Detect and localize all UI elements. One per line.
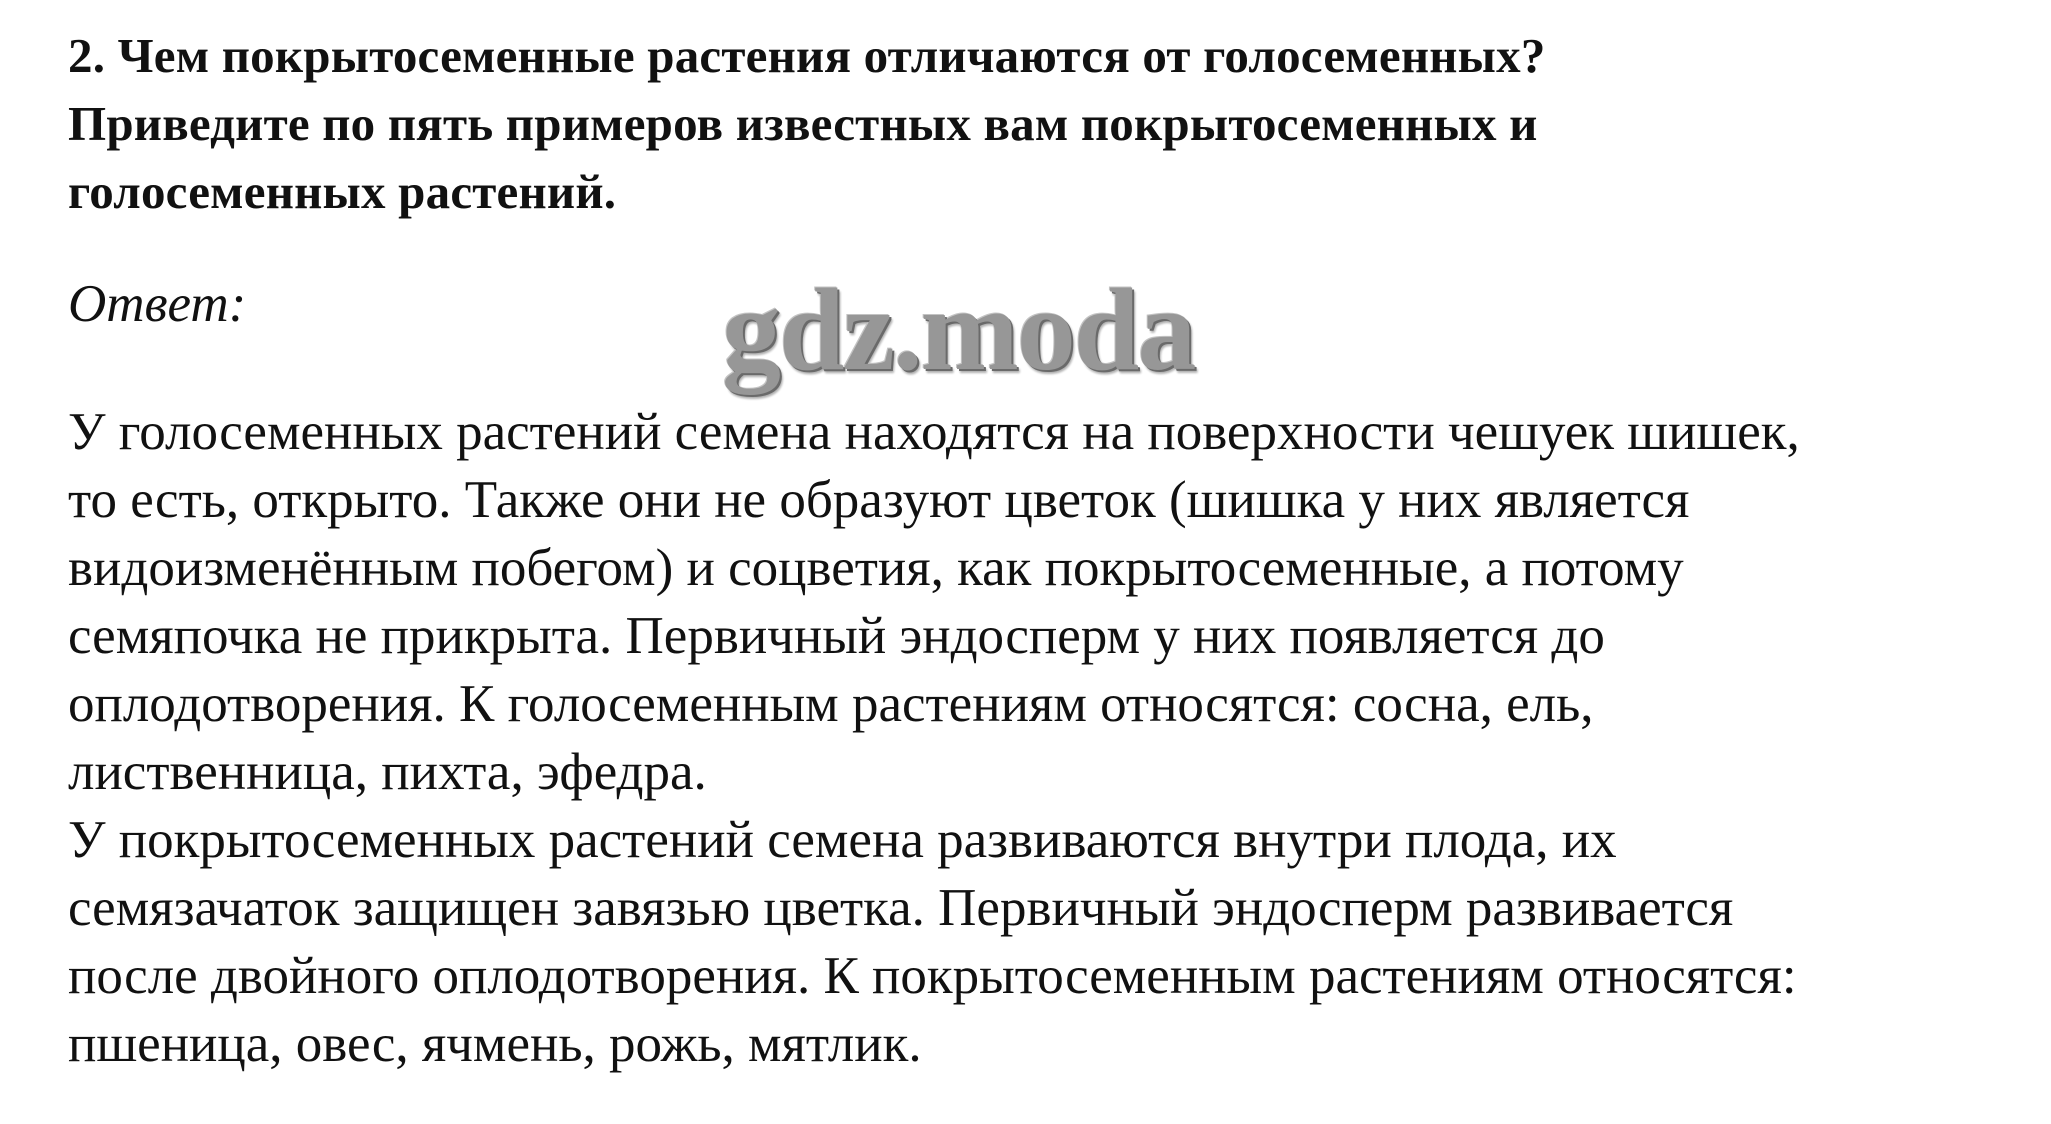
answer-line: оплодотворения. К голосеменным растениям относятся: сосна, ель, bbox=[68, 675, 1594, 733]
answer-line: семязачаток защищен завязью цветка. Первичный эндосперм развивается bbox=[68, 879, 1734, 937]
watermark-logo: gdz.moda bbox=[722, 264, 1195, 395]
answer-line: пшеница, овес, ячмень, рожь, мятлик. bbox=[68, 1015, 922, 1073]
answer-line: У покрытосеменных растений семена развиваются внутри плода, их bbox=[68, 811, 1617, 869]
answer-line: семяпочка не прикрыта. Первичный эндосперм у них появляется до bbox=[68, 607, 1605, 665]
answer-label: Ответ: bbox=[68, 275, 247, 333]
question-line: голосеменных растений. bbox=[68, 164, 617, 219]
answer-line: лиственница, пихта, эфедра. bbox=[68, 743, 707, 801]
answer-body bbox=[68, 398, 2028, 1078]
question-line: Приведите по пять примеров известных вам покрытосеменных и bbox=[68, 96, 1538, 151]
answer-line: видоизменённым побегом) и соцветия, как покрытосеменные, а потому bbox=[68, 539, 1684, 597]
question-line: 2. Чем покрытосеменные растения отличаются от голосеменных? bbox=[68, 28, 1546, 83]
answer-line: У голосеменных растений семена находятся на поверхности чешуек шишек, bbox=[68, 403, 1800, 461]
answer-line: то есть, открыто. Также они не образуют цветок (шишка у них является bbox=[68, 471, 1690, 529]
question-heading bbox=[68, 22, 2008, 226]
answer-line: после двойного оплодотворения. К покрытосеменным растениям относятся: bbox=[68, 947, 1797, 1005]
